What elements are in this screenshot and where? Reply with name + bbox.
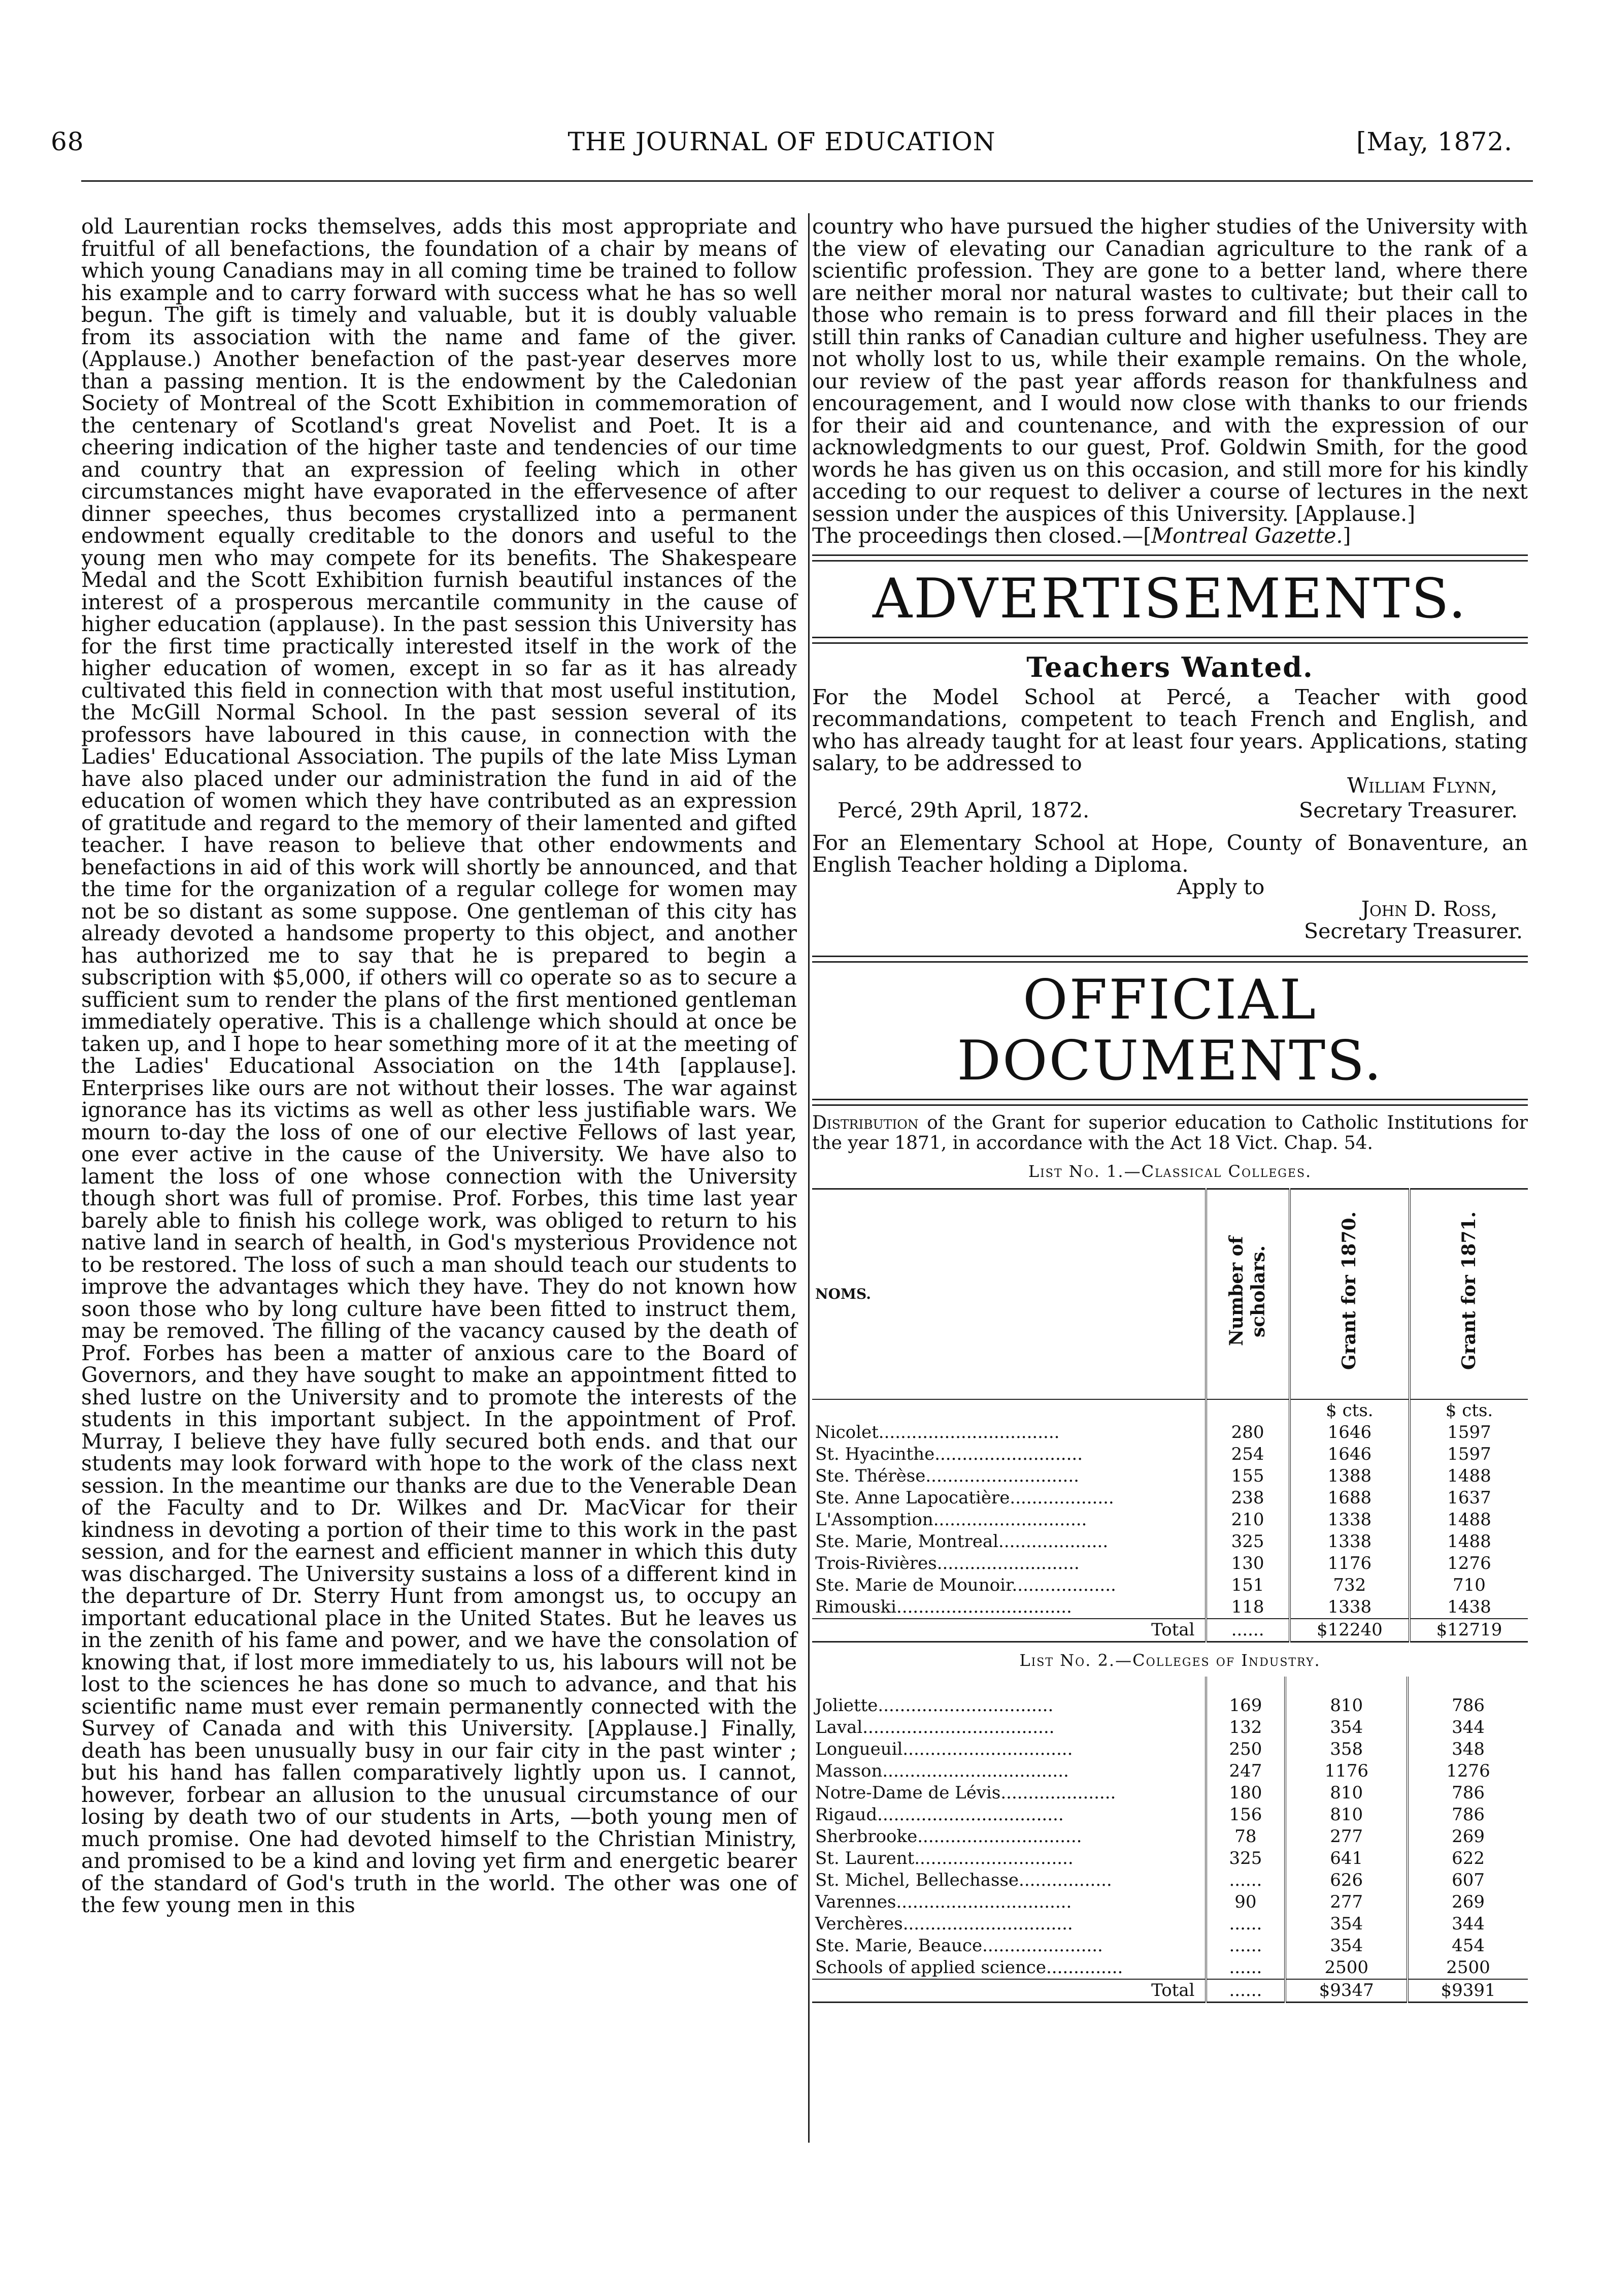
cell-name: Notre-Dame de Lévis.....................: [815, 1783, 1116, 1803]
cell-g1871: 344: [1408, 1717, 1528, 1739]
column-divider: [808, 213, 810, 2143]
cell-g1870: 1338: [1290, 1531, 1410, 1553]
table-row: [812, 1487, 1528, 1509]
cell-g1870: 277: [1285, 1826, 1408, 1848]
cell-name: Varennes................................: [815, 1892, 1072, 1912]
cell-name: Ste. Anne Lapocatière...................: [815, 1487, 1114, 1508]
cell-g1870: 626: [1285, 1869, 1408, 1891]
cell-name: Ste. Marie, Beauce......................: [815, 1936, 1103, 1956]
list2-total-row: Total ...... $9347 $9391: [812, 1979, 1528, 2003]
cell-name: Sherbrooke..............................: [815, 1826, 1082, 1847]
cell-g1870: 1688: [1290, 1487, 1410, 1509]
ad1-place-date: Percé, 29th April, 1872.: [838, 798, 1090, 823]
cell-g1871: 710: [1410, 1575, 1528, 1596]
industry-colleges-table: [812, 1677, 1528, 2003]
table-row: [812, 1422, 1528, 1444]
section-rule: [812, 1099, 1528, 1106]
page-number: 68: [51, 127, 84, 156]
col-names-header: NOMS.: [812, 1189, 1206, 1399]
table-row: [812, 1695, 1528, 1717]
table-row: [812, 1957, 1528, 1979]
ad2-text: For an Elementary School at Hope, County of Bonaventure, an English Teacher holding a Diploma.: [812, 830, 1528, 877]
cell-g1871: 1637: [1410, 1487, 1528, 1509]
table-row: [812, 1465, 1528, 1487]
cell-g1871: 269: [1408, 1891, 1528, 1913]
closing-source: Montreal Gazette.: [1151, 523, 1343, 548]
cell-g1870: 1646: [1290, 1422, 1410, 1444]
cell-g1870: 810: [1285, 1804, 1408, 1826]
distribution-note: Distribution of the Grant for superior education to Catholic Institutions for the year 1871, in accordance with the Act 18 Vict. Chap. 54.: [812, 1112, 1528, 1154]
col-scholars-header: Number of scholars.: [1206, 1189, 1290, 1399]
col-1870-header: Grant for 1870.: [1290, 1189, 1410, 1399]
table-row: [812, 1869, 1528, 1891]
cell-g1871: 607: [1408, 1869, 1528, 1891]
cell-g1871: 786: [1408, 1782, 1528, 1804]
ad1-text: For the Model School at Percé, a Teacher with good recommandations, competent to teach French and English, and who has already taught for at least four years. Applications, stating salary, to be addressed to: [812, 684, 1528, 775]
cell-name: Ste. Thérèse............................: [815, 1465, 1079, 1486]
cell-g1870: 1338: [1290, 1509, 1410, 1531]
cell-name: Schools of applied science..............: [815, 1957, 1123, 1978]
table-row: [812, 1935, 1528, 1957]
cell-g1871: 1488: [1410, 1465, 1528, 1487]
table-row: [812, 1826, 1528, 1848]
section-rule: [812, 637, 1528, 644]
cell-scholars: 180: [1206, 1782, 1286, 1804]
cell-g1870: 358: [1285, 1739, 1408, 1760]
cell-g1871: 1597: [1410, 1444, 1528, 1465]
official-documents-heading: OFFICIAL DOCUMENTS.: [957, 968, 1383, 1093]
list1-title: List No. 1.—Classical Colleges.: [1028, 1162, 1312, 1181]
cell-scholars: 155: [1206, 1465, 1290, 1487]
advertisements-heading: ADVERTISEMENTS.: [873, 567, 1467, 631]
cell-scholars: 254: [1206, 1444, 1290, 1465]
cell-name: Rigaud..................................: [815, 1805, 1064, 1825]
issue-date: [May, 1872.: [1356, 127, 1513, 156]
cell-name: Verchères...............................: [815, 1914, 1073, 1934]
cell-g1871: 1488: [1410, 1509, 1528, 1531]
table-row: [812, 1509, 1528, 1531]
cell-g1870: 354: [1285, 1717, 1408, 1739]
cell-g1871: 1438: [1410, 1596, 1528, 1619]
closing-line: The proceedings then closed.—[Montreal Gazette.]: [812, 523, 1351, 548]
ad1-signer-title: Secretary Treasurer.: [1299, 798, 1518, 823]
cell-g1870: 810: [1285, 1695, 1408, 1717]
left-column: [81, 216, 797, 1917]
cell-name: St. Hyacinthe...........................: [815, 1444, 1083, 1464]
cell-name: Ste. Marie de Mounoir...................: [815, 1575, 1116, 1595]
cell-scholars: 132: [1206, 1717, 1286, 1739]
ad-title: Teachers Wanted.: [1026, 650, 1314, 683]
ad2-apply: Apply to: [1177, 874, 1265, 899]
cell-g1870: 354: [1285, 1935, 1408, 1957]
cell-scholars: 90: [1206, 1891, 1286, 1913]
cell-g1870: 277: [1285, 1891, 1408, 1913]
cell-scholars: 130: [1206, 1553, 1290, 1575]
table-row: [812, 1913, 1528, 1935]
cell-scholars: 247: [1206, 1760, 1286, 1782]
ad1-signature-row: [812, 800, 1528, 822]
cell-name: St. Michel, Bellechasse.................: [815, 1870, 1112, 1890]
cell-scholars: 325: [1206, 1848, 1286, 1869]
cell-g1871: 786: [1408, 1804, 1528, 1826]
classical-colleges-table: [812, 1188, 1528, 1643]
cell-g1871: 348: [1408, 1739, 1528, 1760]
table-row: [812, 1531, 1528, 1553]
cell-scholars: 151: [1206, 1575, 1290, 1596]
cell-g1871: 1597: [1410, 1422, 1528, 1444]
cell-name: Joliette................................: [815, 1695, 1054, 1716]
ad2-signer-title: Secretary Treasurer.: [1304, 919, 1523, 943]
list1-total-row: Total ...... $12240 $12719: [812, 1619, 1528, 1642]
cell-g1871: 1276: [1410, 1553, 1528, 1575]
cell-name: Trois-Rivières..........................: [815, 1553, 1080, 1573]
table-row: [812, 1717, 1528, 1739]
cell-g1870: 1388: [1290, 1465, 1410, 1487]
journal-title: THE JOURNAL OF EDUCATION: [567, 127, 996, 156]
table-row: [812, 1848, 1528, 1869]
cell-scholars: ......: [1206, 1935, 1286, 1957]
table-row: [812, 1804, 1528, 1826]
cell-name: L'Assomption............................: [815, 1509, 1087, 1530]
cell-g1871: 454: [1408, 1935, 1528, 1957]
cell-g1870: 2500: [1285, 1957, 1408, 1979]
section-rule: [812, 554, 1528, 562]
cell-scholars: 169: [1206, 1695, 1286, 1717]
cell-name: Ste. Marie, Montreal....................: [815, 1531, 1109, 1552]
list2-title: List No. 2.—Colleges of Industry.: [1019, 1650, 1321, 1670]
table-row: [812, 1760, 1528, 1782]
cell-g1870: 1646: [1290, 1444, 1410, 1465]
cell-scholars: 118: [1206, 1596, 1290, 1619]
cell-scholars: ......: [1206, 1913, 1286, 1935]
cell-g1870: 354: [1285, 1913, 1408, 1935]
cell-name: Longueuil...............................: [815, 1739, 1073, 1759]
cell-g1870: 1176: [1290, 1553, 1410, 1575]
cell-scholars: 238: [1206, 1487, 1290, 1509]
cell-g1871: 344: [1408, 1913, 1528, 1935]
unit-row: $ cts. $ cts.: [812, 1399, 1528, 1422]
section-rule: [812, 956, 1528, 963]
cell-name: St. Laurent.............................: [815, 1848, 1074, 1868]
cell-name: Laval...................................: [815, 1717, 1055, 1737]
cell-g1870: 1176: [1285, 1760, 1408, 1782]
cell-g1870: 1338: [1290, 1596, 1410, 1619]
table-row: [812, 1782, 1528, 1804]
cell-scholars: 325: [1206, 1531, 1290, 1553]
ad1-signer: William Flynn,: [1347, 773, 1497, 798]
speech-text: old Laurentian rocks themselves, adds this most appropriate and fruitful of all benefactions, the foundation of a chair by means of which young Canadians may in all coming time be trained to follow his example and to carry forward with success what he has so well begun. The gift is timely and valuable, but it is doubly valuable from its association with the name and fame of the giver. (Applause.) Another benefaction of the past-year deserves more than a passing mention. It is the endowment by the Caledonian Society of Montreal of the Scott Exhibition in commemoration of the centenary of Scotland's great Novelist and Poet. It is a cheering indication of the higher taste and tendencies of our time and country that an expression of feeling which in other circumstances might have evaporated in the effervesence of after dinner speeches, thus becomes crystallized into a permanent endowment equally creditable to the donors and useful to the young men who may compete for its benefits. The Shakespeare Medal and the Scott Exhibition furnish beautiful instances of the interest of a prosperous mercantile community in the cause of higher education (applause). In the past session this University has for the first time practically interested itself in the work of the higher education of women, except in so far as it has already cultivated this field in connection with that most useful institution, the McGill Normal School. In the past session several of its professors have laboured in this cause, in connection with the Ladies' Educational Association. The pupils of the late Miss Lyman have also placed under our administration the fund in aid of the education of women which they have contributed as an expression of gratitude and regard to the memory of their lamented and gifted teacher. I have reason to believe that other endowments and benefactions in aid of this work will shortly be announced, and that the time for the organization of a regular college for women may not be so distant as some suppose. One gentleman of this city has already devoted a handsome property to this object, and another has authorized me to say that he is prepared to begin a subscription with $5,000, if others will co operate so as to secure a sufficient sum to render the plans of the first mentioned gentleman immediately operative. This is a challenge which should at once be taken up, and I hope to hear something more of it at the meeting of the Ladies' Educational Association on the 14th [applause]. Enterprises like ours are not without their losses. The war against ignorance has its victims as well as other less justifiable wars. We mourn to-day the loss of one of our elective Fellows of last year, one ever active in the cause of the University. We have also to lament the loss of one whose connection with the University though short was full of promise. Prof. Forbes, this time last year barely able to finish his college work, was obliged to return to his native land in search of health, in God's mysterious Providence not to be restored. The loss of such a man should teach our students to improve the advantages which they have. They do not known how soon those who by long culture have been fitted to instruct them, may be removed. The filling of the vacancy caused by the death of Prof. Forbes has been a matter of anxious care to the Board of Governors, and they have sought to make an appointment fitted to shed lustre on the University and to promote the interests of the students in this important subject. In the appointment of Prof. Murray, I believe they have fully secured both ends. and that our students may look forward with hope to the work of the class next session. In the meantime our thanks are due to the Venerable Dean of the Faculty and to Dr. Wilkes and Dr. MacVicar for their kindness in devoting a portion of their time to this work in the past session, and for the earnest and efficient manner in which this duty was discharged. The University sustains a loss of a different kind in the departure of Dr. Sterry Hunt from amongst us, to occupy an important educational place in the United States. But he leaves us in the zenith of his fame and power, and we have the consolation of knowing that, if lost more immediately to us, his labours will not be lost to the sciences he has done so much to advance, and that his scientific name must ever remain permanently connected with the Survey of Canada and with this University. [Applause.] Finally, death has been unusually busy in our fair city in the past winter ; but his hand has fallen comparatively lightly upon us. I cannot, however, forbear an allusion to the unusual circumstance of our losing by death two of our students in Arts, —both young men of much promise. One had devoted himself to the Christian Ministry, and promised to be a kind and loving yet firm and energetic bearer of the standard of God's truth in the world. The other was one of the few young men in this: [81, 214, 797, 1917]
cell-scholars: 210: [1206, 1509, 1290, 1531]
cell-g1870: 810: [1285, 1782, 1408, 1804]
page-header: [51, 127, 1513, 168]
table-row: [812, 1739, 1528, 1760]
cell-g1871: 2500: [1408, 1957, 1528, 1979]
cell-scholars: 156: [1206, 1804, 1286, 1826]
cell-name: Masson..................................: [815, 1761, 1069, 1781]
table-row: [812, 1575, 1528, 1596]
cell-scholars: ......: [1206, 1869, 1286, 1891]
cell-g1871: 1488: [1410, 1531, 1528, 1553]
cell-g1871: 622: [1408, 1848, 1528, 1869]
cell-scholars: 78: [1206, 1826, 1286, 1848]
cell-scholars: ......: [1206, 1957, 1286, 1979]
table-row: [812, 1891, 1528, 1913]
cell-scholars: 250: [1206, 1739, 1286, 1760]
cell-g1871: 1276: [1408, 1760, 1528, 1782]
right-column: [812, 216, 1528, 2003]
cell-name: Nicolet.................................: [815, 1422, 1060, 1442]
ad2-signer: John D. Ross,: [1361, 897, 1497, 921]
cell-g1870: 641: [1285, 1848, 1408, 1869]
cell-g1870: 732: [1290, 1575, 1410, 1596]
table-row: [812, 1444, 1528, 1465]
header-rule: [81, 180, 1533, 182]
table-row: [812, 1596, 1528, 1619]
cell-name: Rimouski................................: [815, 1596, 1072, 1617]
cell-scholars: 280: [1206, 1422, 1290, 1444]
col-1871-header: Grant for 1871.: [1410, 1189, 1528, 1399]
cell-g1871: 786: [1408, 1695, 1528, 1717]
speech-continuation: country who have pursued the higher studies of the University with the view of elevating our Canadian agriculture to the rank of a scientific profession. They are gone to a better land, where there are neither moral nor natural wastes to cultivate; but their call to those who remain is to press forward and fill their places in the still thin ranks of Canadian culture and higher usefulness. They are not wholly lost to us, while their example remains. On the whole, our review of the past year affords reason for thankfulness and encouragement, and I would now close with thanks to our friends for their aid and countenance, and with the expression of our acknowledgments to our guest, Prof. Goldwin Smith, for the good words he has given us on this occasion, and still more for his kindly acceding to our request to deliver a course of lectures in the next session under the auspices of this University. [Applause.]: [812, 214, 1528, 526]
table-row: [812, 1553, 1528, 1575]
spacer-row: [812, 1677, 1528, 1695]
cell-g1871: 269: [1408, 1826, 1528, 1848]
